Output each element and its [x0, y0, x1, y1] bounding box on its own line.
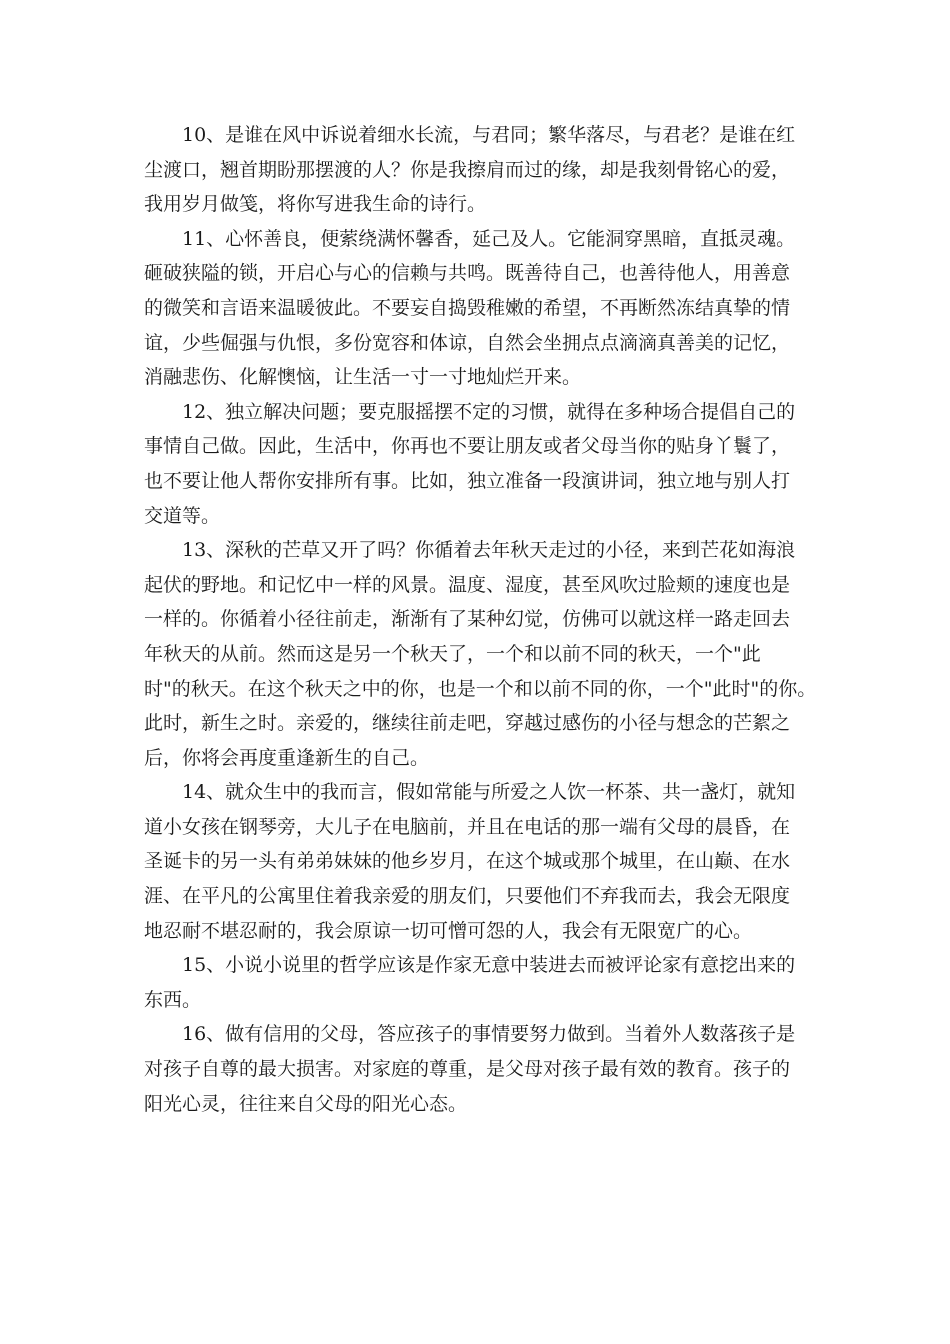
- paragraph-10: [144, 118, 820, 222]
- document-body: [144, 118, 820, 1121]
- text-line: 12、独立解决问题；要克服摇摆不定的习惯，就得在多种场合提倡自己的: [182, 400, 796, 423]
- paragraph-14: [144, 775, 820, 948]
- text-line: 砸破狭隘的锁，开启心与心的信赖与共鸣。既善待自己，也善待他人，用善意: [144, 262, 791, 285]
- text-line: 16、做有信用的父母，答应孩子的事情要努力做到。当着外人数落孩子是: [182, 1023, 796, 1046]
- text-line: 一样的。你循着小径往前走，渐渐有了某种幻觉，仿佛可以就这样一路走回去: [144, 608, 791, 631]
- text-line: 15、小说小说里的哲学应该是作家无意中装进去而被评论家有意挖出来的: [182, 954, 796, 977]
- text-line: 年秋天的从前。然而这是另一个秋天了，一个和以前不同的秋天，一个"此: [144, 642, 761, 665]
- text-line: 圣诞卡的另一头有弟弟妹妹的他乡岁月，在这个城或那个城里，在山巅、在水: [144, 850, 791, 873]
- text-line: 消融悲伤、化解懊恼，让生活一寸一寸地灿烂开来。: [144, 366, 582, 389]
- text-line: 对孩子自尊的最大损害。对家庭的尊重，是父母对孩子最有效的教育。孩子的: [144, 1058, 791, 1081]
- text-line: 的微笑和言语来温暖彼此。不要妄自捣毁稚嫩的希望，不再断然冻结真挚的情: [144, 296, 791, 319]
- paragraph-16: [144, 1017, 820, 1121]
- text-line: 我用岁月做笺，将你写进我生命的诗行。: [144, 193, 487, 216]
- text-line: 地忍耐不堪忍耐的，我会原谅一切可憎可怨的人，我会有无限宽广的心。: [144, 919, 753, 942]
- text-line: 阳光心灵，往往来自父母的阳光心态。: [144, 1092, 468, 1115]
- text-line: 东西。: [144, 988, 202, 1011]
- paragraph-11: [144, 222, 820, 395]
- text-line: 尘渡口，翘首期盼那摆渡的人？你是我擦肩而过的缘，却是我刻骨铭心的爱，: [144, 158, 791, 181]
- text-line: 事情自己做。因此，生活中，你再也不要让朋友或者父母当你的贴身丫鬟了，: [144, 435, 791, 458]
- text-line: 涯、在平凡的公寓里住着我亲爱的朋友们，只要他们不弃我而去，我会无限度: [144, 885, 791, 908]
- text-line: 此时，新生之时。亲爱的，继续往前走吧，穿越过感伤的小径与想念的芒絮之: [144, 712, 791, 735]
- text-line: 道小女孩在钢琴旁，大儿子在电脑前，并且在电话的那一端有父母的晨昏，在: [144, 815, 791, 838]
- text-line: 时"的秋天。在这个秋天之中的你，也是一个和以前不同的你，一个"此时"的你。: [144, 677, 817, 700]
- paragraph-13: [144, 533, 820, 775]
- text-line: 交道等。: [144, 504, 221, 527]
- paragraph-12: [144, 395, 820, 533]
- text-line: 14、就众生中的我而言，假如常能与所爱之人饮一杯茶、共一盏灯，就知: [182, 781, 796, 804]
- text-line: 也不要让他人帮你安排所有事。比如，独立准备一段演讲词，独立地与别人打: [144, 469, 791, 492]
- text-line: 10、是谁在风中诉说着细水长流，与君同；繁华落尽，与君老？是谁在红: [182, 124, 796, 146]
- text-line: 谊，少些倔强与仇恨，多份宽容和体谅，自然会坐拥点点滴滴真善美的记忆，: [144, 331, 791, 354]
- text-line: 后，你将会再度重逢新生的自己。: [144, 746, 430, 769]
- text-line: 11、心怀善良，便萦绕满怀馨香，延己及人。它能洞穿黑暗，直抵灵魂。: [182, 227, 796, 250]
- text-line: 起伏的野地。和记忆中一样的风景。温度、湿度，甚至风吹过脸颊的速度也是: [144, 573, 791, 596]
- paragraph-15: [144, 948, 820, 1017]
- text-line: 13、深秋的芒草又开了吗？你循着去年秋天走过的小径，来到芒花如海浪: [182, 539, 796, 562]
